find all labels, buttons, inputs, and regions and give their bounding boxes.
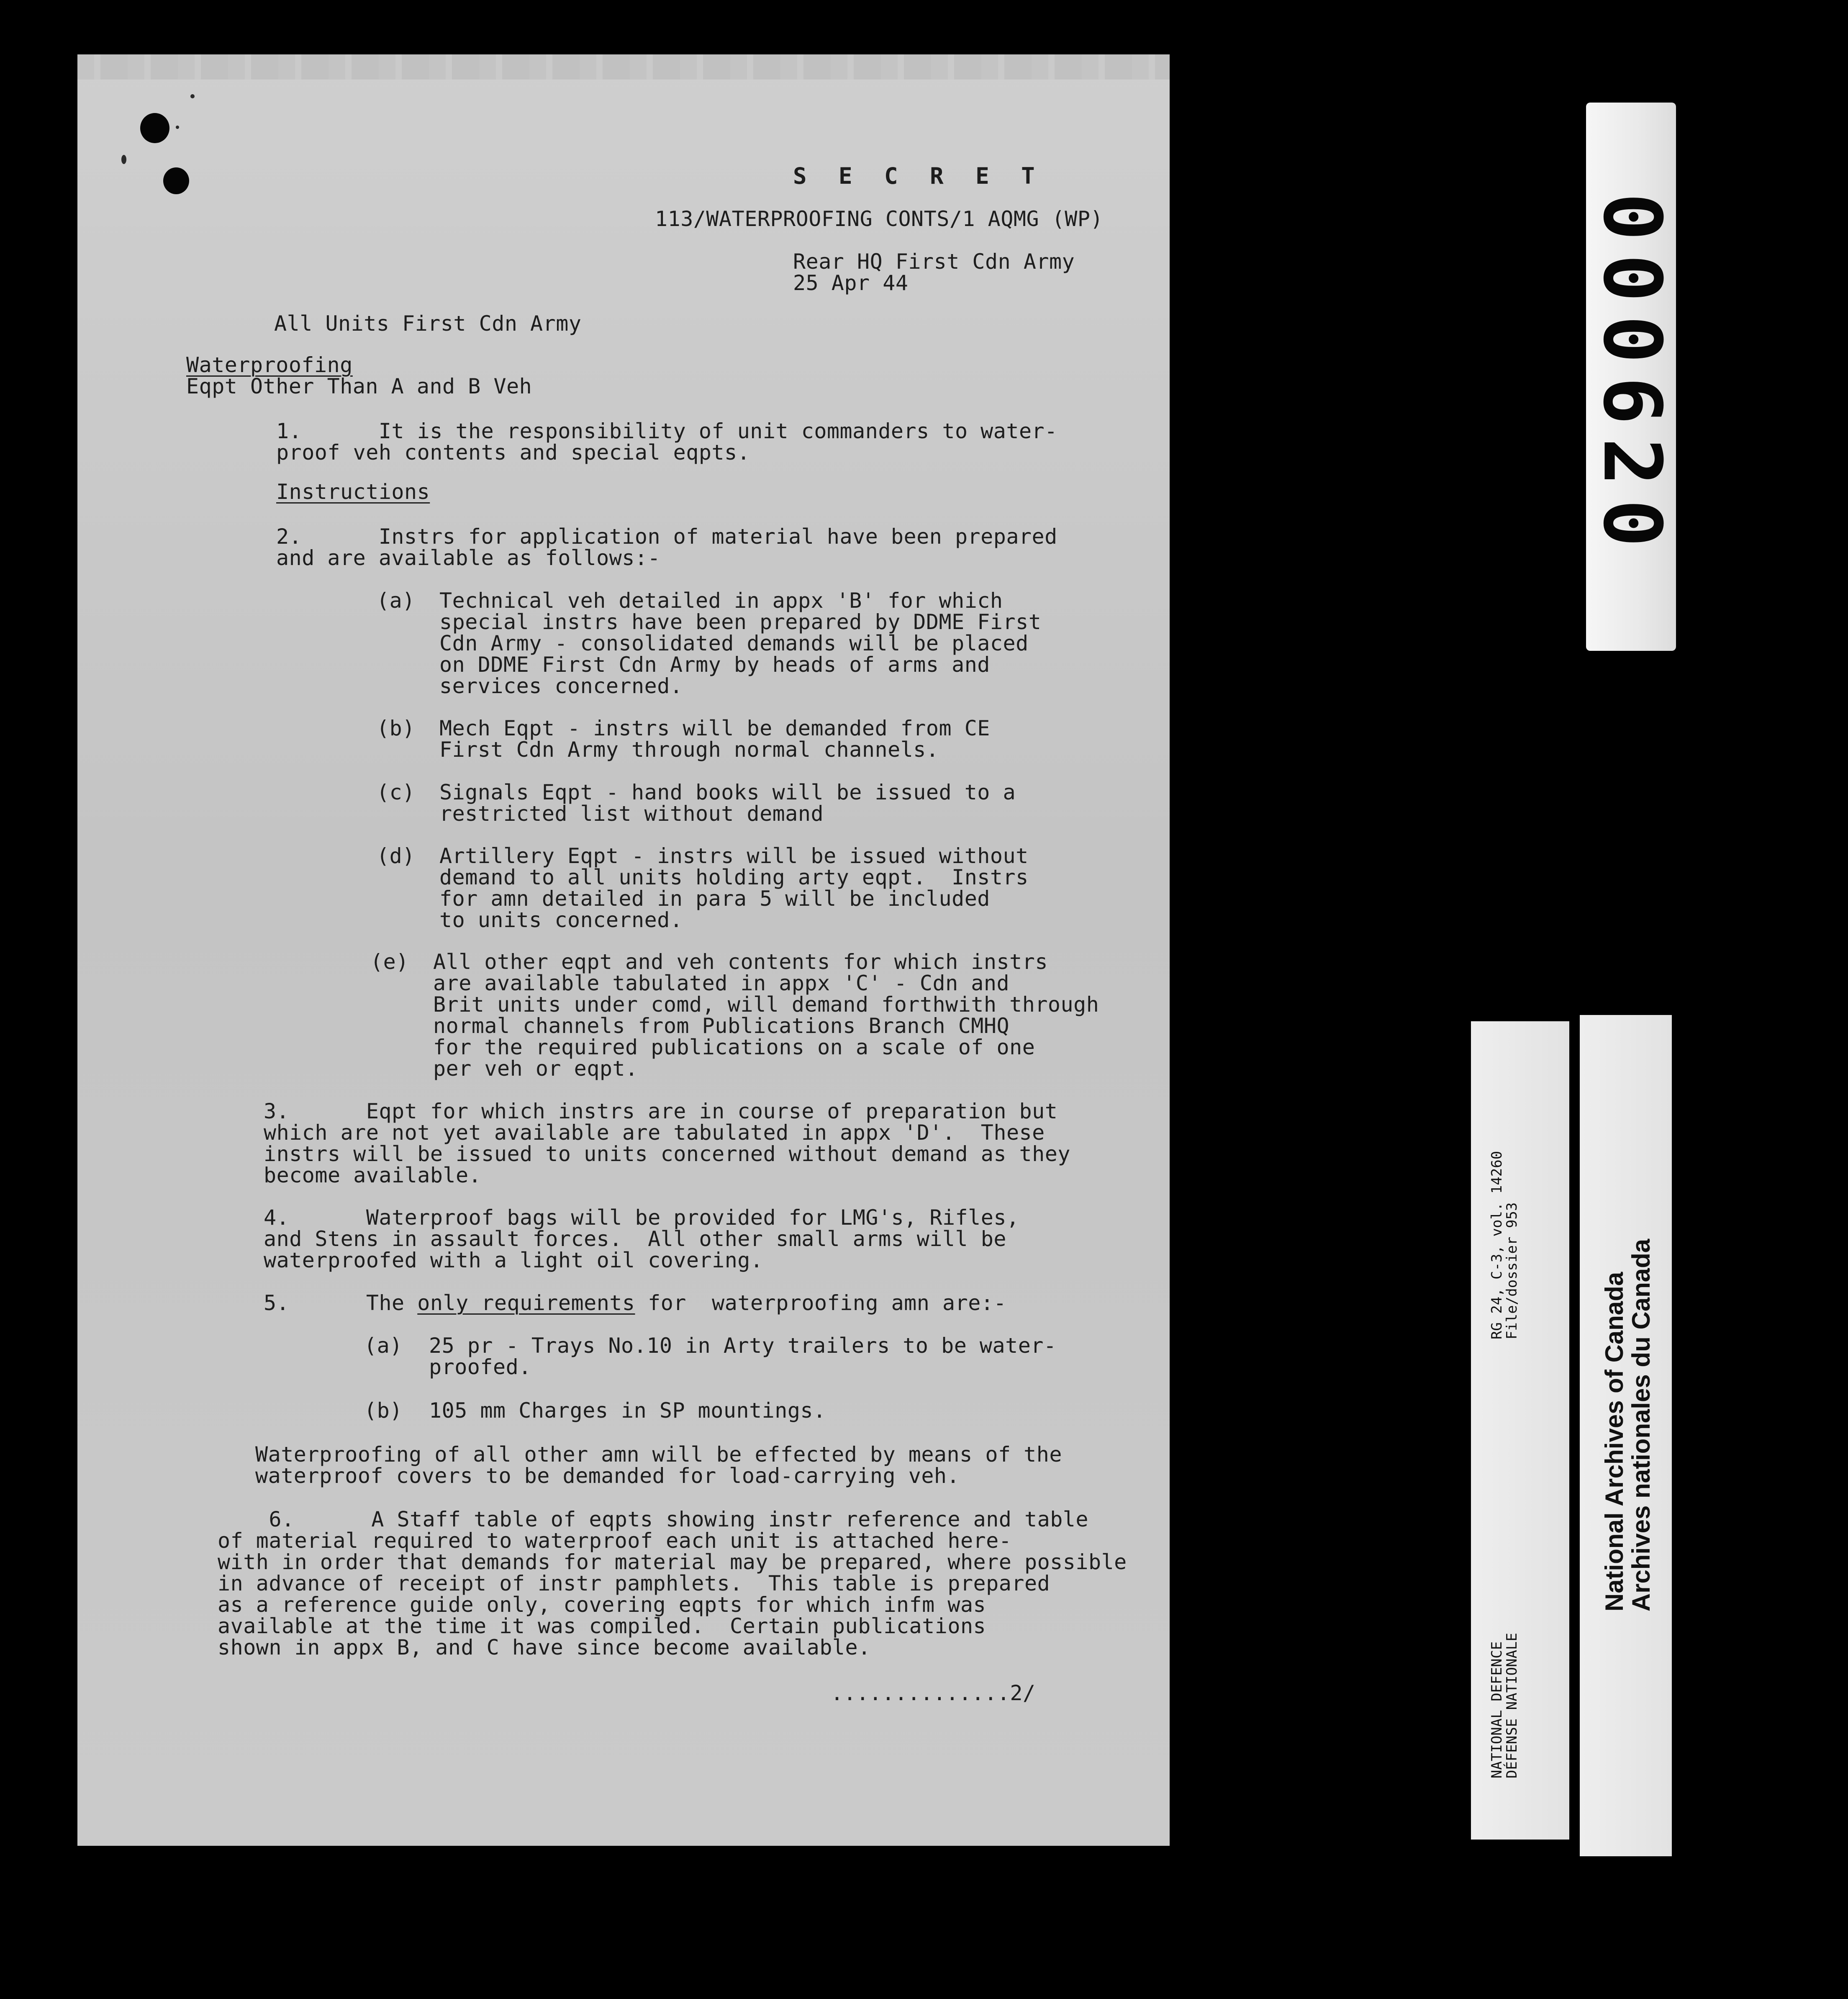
para-4-body: Waterproof bags will be provided for LMG's, Rifles, and Stens in assault forces. All other small arms will be waterproofed with a light oil covering. [264,1205,1019,1272]
item-5b-text: 105 mm Charges in SP mountings. [429,1398,826,1423]
para-6-text [218,1509,1127,1658]
continuation-marker: ..............2/ [831,1681,1036,1705]
subject-heading: Waterproofing [186,353,353,377]
item-2b-text: Mech Eqpt - instrs will be demanded from CE First Cdn Army through normal channels. [439,716,990,762]
para-5-number: 5. [264,1291,290,1315]
para-2-number: 2. [276,524,302,549]
archive-file-reference: RG 24, C-3, vol. 14260 File/dossier 953 [1489,1151,1520,1340]
item-2a-text: Technical veh detailed in appx 'B' for which special instrs have been prepared by DDME First Cdn Army - consolidated demands will be placed on DDME First Cdn Army by heads of arms and services concerned. [439,588,1042,698]
para-4-text [264,1207,1019,1271]
para-6-number: 6. [269,1507,295,1531]
para-5-prefix: The [366,1291,405,1315]
item-2e-text: All other eqpt and veh contents for which instrs are available tabulated in appx 'C' - Cdn and Brit units under comd, will demand forthwith through normal channels from Publications Branch CMHQ for the required publications on a scale of one per veh or eqpt. [433,950,1099,1081]
punch-hole-bottom [163,167,189,194]
item-5a-label: (a) [364,1334,403,1358]
item-2b-label: (b) [377,716,415,740]
punch-hole-top [140,113,169,143]
file-reference: 113/WATERPROOFING CONTS/1 AQMG (WP) [655,207,1104,231]
para-2-body: Instrs for application of material have been prepared and are available as follows:- [276,524,1057,570]
origin-line: Rear HQ First Cdn Army [793,249,1075,274]
para-5-note: Waterproofing of all other amn will be effected by means of the waterproof covers to be demanded for load-carrying veh. [255,1442,1062,1488]
para-5-suffix: for waterproofing amn are:- [648,1291,1006,1315]
para-3-text [264,1101,1070,1186]
reel-number-strip [1586,103,1679,651]
para-5-emphasis: only requirements [417,1291,635,1315]
para-1-number: 1. [276,419,302,443]
paper-top-edge [77,54,1170,80]
item-5a-text: 25 pr - Trays No.10 in Arty trailers to be water- proofed. [429,1334,1057,1379]
item-2c-text: Signals Eqpt - hand books will be issued to a restricted list without demand [439,780,1016,826]
instructions-heading: Instructions [276,480,430,504]
archive-department: NATIONAL DEFENCE DÉFENSE NATIONALE [1489,1633,1520,1778]
addressee: All Units First Cdn Army [274,311,582,336]
ink-speck [176,126,179,129]
subject-subheading: Eqpt Other Than A and B Veh [186,374,532,398]
para-4-number: 4. [264,1205,290,1230]
para-1-text [276,421,1057,463]
para-3-body: Eqpt for which instrs are in course of preparation but which are not yet available are tabulated in appx 'D'. These instrs will be issued to units concerned without demand as they become available. [264,1099,1070,1187]
item-2a-label: (a) [377,588,415,613]
item-2d-text: Artillery Eqpt - instrs will be issued without demand to all units holding arty eqpt. Instrs for amn detailed in para 5 will be included to units concerned. [439,844,1029,932]
item-5b-label: (b) [364,1398,403,1423]
ink-speck [190,94,195,98]
classification-heading: S E C R E T [793,163,1044,189]
para-1-body: It is the responsibility of unit commanders to water- proof veh contents and special eqpts. [276,419,1057,465]
reel-number: 000620 [1586,193,1679,561]
date-line: 25 Apr 44 [793,271,909,295]
para-5-line [264,1292,1006,1314]
para-3-number: 3. [264,1099,290,1123]
item-2e-label: (e) [370,950,409,974]
archive-institution: National Archives of Canada Archives nationales du Canada [1600,1238,1655,1612]
para-2-text [276,526,1057,569]
item-2d-label: (d) [377,844,415,868]
ink-speck [121,155,126,164]
item-2c-label: (c) [377,780,415,804]
para-6-body: A Staff table of eqpts showing instr reference and table of material required to waterproof each unit is attached here- with in order that demands for material may be prepared, where possible in advance of receipt of instr pamphlets. This table is prepared as a reference guide only, covering eqpts for which infm was available at the time it was compiled. Certain publications shown in appx B, and C have since become available. [218,1507,1127,1660]
